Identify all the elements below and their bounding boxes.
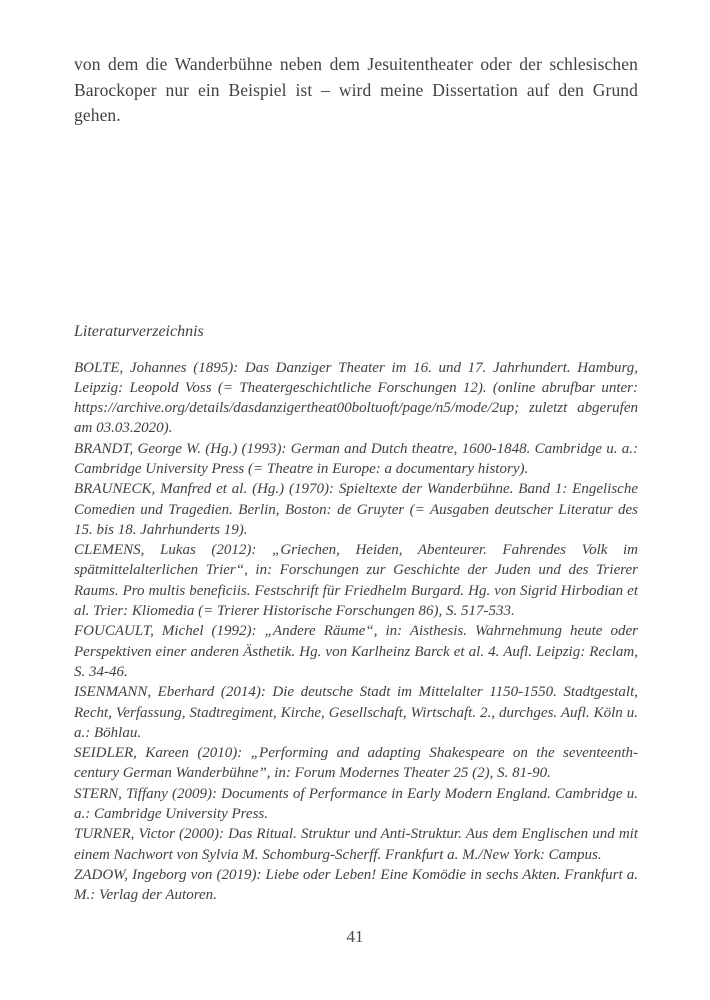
bibliography-entry: BRANDT, George W. (Hg.) (1993): German and Dutch theatre, 1600-1848. Cambridge u. a.: Cambridge University Press (= Theatre in Europe: a documentary history). xyxy=(74,440,638,477)
bibliography-entry: SEIDLER, Kareen (2010): „Performing and adapting Shakespeare on the seventeenth-century German Wanderbühne”, in: Forum Modernes Theater 25 (2), S. 81-90. xyxy=(74,745,638,782)
bibliography-entry: BOLTE, Johannes (1895): Das Danziger Theater im 16. und 17. Jahrhundert. Hamburg, Leipzig: Leopold Voss (= Theatergeschichtliche Forschungen 12). (online abrufbar unter: https://archive.org/details/dasdanzigertheat00boltuoft/page/n5/mode/2up; zuletzt abgerufen am 03.03.2020). xyxy=(74,359,638,437)
bibliography-entry: BRAUNECK, Manfred et al. (Hg.) (1970): Spieltexte der Wanderbühne. Band 1: Engelische Comedien und Tragedien. Berlin, Boston: de Gruyter (= Ausgaben deutscher Literatur des 15. bis 18. Jahrhunderts 19). xyxy=(74,481,638,538)
bibliography-entry: STERN, Tiffany (2009): Documents of Performance in Early Modern England. Cambridge u. a.: Cambridge University Press. xyxy=(74,785,638,823)
body-paragraph: von dem die Wanderbühne neben dem Jesuitentheater oder der schlesischen Barockoper nur ein Beispiel ist – wird meine Dissertation auf den Grund gehen. xyxy=(74,54,638,125)
page-number: 41 xyxy=(346,927,364,946)
bibliography-entry: TURNER, Victor (2000): Das Ritual. Struktur und Anti-Struktur. Aus dem Englischen und mit einem Nachwort von Sylvia M. Schomburg-Scherff. Frankfurt a. M./New York: Campus. xyxy=(74,826,638,863)
bibliography-entry: FOUCAULT, Michel (1992): „Andere Räume“, in: Aisthesis. Wahrnehmung heute oder Perspektiven einer anderen Ästhetik. Hg. von Karlheinz Barck et al. 4. Aufl. Leipzig: Reclam, S. 34-46. xyxy=(74,623,638,680)
bibliography-entry: ZADOW, Ingeborg von (2019): Liebe oder Leben! Eine Komödie in sechs Akten. Frankfurt a. M.: Verlag der Autoren. xyxy=(74,866,638,904)
bibliography-entry: CLEMENS, Lukas (2012): „Griechen, Heiden, Abenteurer. Fahrendes Volk im spätmittelalterlichen Trier“, in: Forschungen zur Geschichte der Juden und des Trierer Raums. Pro multis beneficiis. Festschrift für Friedhelm Burgard. Hg. von Sigrid Hirbodian et al. Trier: Kliomedia (= Trierer Historische Forschungen 86), S. 517-533. xyxy=(74,542,638,620)
section-heading: Literaturverzeichnis xyxy=(74,322,204,340)
bibliography-list xyxy=(74,358,638,906)
bibliography-entry: ISENMANN, Eberhard (2014): Die deutsche Stadt im Mittelalter 1150-1550. Stadtgestalt, Recht, Verfassung, Stadtregiment, Kirche, Gesellschaft, Wirtschaft. 2., durchges. Aufl. Köln u. a.: Böhlau. xyxy=(74,684,638,741)
